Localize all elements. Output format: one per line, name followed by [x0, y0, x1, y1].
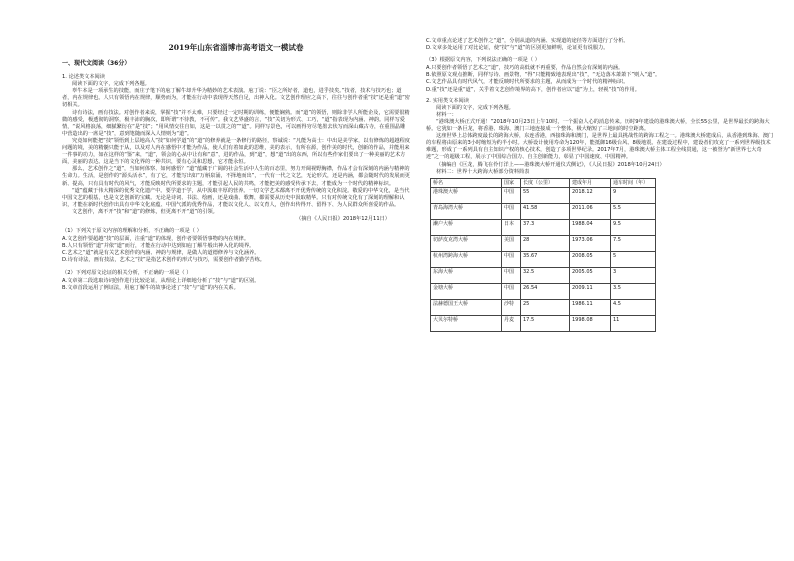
table-cell: 濑户大桥 [431, 219, 502, 235]
table-cell: 切萨皮克湾大桥 [431, 235, 502, 251]
article-paragraph: “道”蕴藏于伟大精深的优秀文化遗产中。要学道于学，从中汲取丰厚的营养。一切文学艺术都离不开优秀传统的文化积淀。敬爱的中华文化，是当代中国文艺的根基，也是文艺创新的宝藏。无论是诗词、书法、绘画，还是戏曲、歌舞，都需要从历史中汲取精华。只有对传统文化有了深刻的理解和认识，才能在新时代创作出具有中华文化底蕴、中国气派的优秀作品，才能以文化人、以文育人，创作出传得开、留得下、为人民群众所喜爱的作品。 [62, 187, 410, 208]
table-cell: 3 [611, 267, 656, 283]
option-1c: C.艺术之“道”就是有关艺术创作的内涵、神韵与规律，是做人的道德修养与文化涵养。 [62, 250, 260, 257]
question-3: （3）根据原文内容，下列说法正确的一项是（ ） [426, 57, 540, 64]
table-row [431, 203, 656, 219]
table-cell: 港珠澳大桥 [431, 187, 502, 203]
table-cell: 55 [521, 187, 570, 203]
instruction: 阅读下面的文字，完成下列各题。 [72, 81, 150, 88]
question-1: （1）下列关于原文内容的理解和分析，不正确的一项是（ ） [62, 228, 202, 235]
table-cell: 2005.05 [570, 267, 611, 283]
article-paragraph: 诗有诗法，画有技法。对创作者来说，掌握“技”并不太难，只要经过一定时期的训练，便能娴熟。而“道”的领悟，则除非学人所能企及，它需要很精微的感受，极透彻的洞察，极丰沛的胸次，即所谓“不待教，不可传”。我文艺界盛的言，“技”关切为形式、工巧，“道”指表现为内涵、神韵。同样写爱情，“说风格浪荡，细腻繁衍在“是”技”；“用风情交往自如，这是一以贯之的”“道”。同样写景色，可以画得穷尽笔墨去状写而深山藏古寺，在重围晶雕中营造出的一席是“技”，意到笔随而深入人情则为“道”。 [62, 109, 410, 137]
table-cell: 2009.11 [570, 283, 611, 299]
table-cell: 41.58 [521, 203, 570, 219]
part-heading: 2. 实用类文本阅读 [426, 97, 469, 104]
table-row [431, 235, 656, 251]
table-cell: 2008.05 [570, 251, 611, 267]
table-cell: 丹麦 [502, 315, 521, 331]
option-2d: D.文章多处运用了对比论证，使“技”与“道”的区别更加鲜明，论证更有说服力。 [426, 45, 609, 52]
option-2c: C.文章重点论述了艺术创作之“道”，分别从道的内涵、实现道的途径等方面进行了分析。 [426, 38, 629, 44]
article-paragraph: 辜牛本是一项承生的技能，而庄子笔下的庖丁解牛却升华为精妙的艺术表演。庖丁说：“臣之所好者，道也，进乎技矣。”技者，技术与技巧也；道者，内在规律也。人只有领悟内在规律，顺势而为，才能在行动中表现得天然自足，出神入化。文艺创作理应之高下，往往与创作者重“技”还是重“道”密切相关。 [62, 88, 410, 109]
table-cell: 35.67 [521, 251, 570, 267]
material-paragraph: “港珠澳大桥正式开通！”2018年10月23日上午10时，一个振奋人心的消息传来。历时9年建设的港珠澳大桥，全长55公里，是世界最长的跨海大桥。它犹如一条巨龙，将香港、珠海、澳门三地连接成一个整体，极大缩短了三地间的时空距离。 [426, 118, 770, 133]
bridge-table [430, 178, 656, 332]
option-3c: C.文艺作品具有时代风气，才能反映时代所要求的主题，从而成为一个时代的精神标识。 [426, 79, 629, 86]
option-1b: B.人只有领悟“道”并依“道”而行，才能在行动中达到如庖丁解牛般出神入化的境界。 [62, 243, 255, 250]
table-row [431, 299, 656, 315]
table-cell: 1988.04 [570, 219, 611, 235]
table-cell: 1986.11 [570, 299, 611, 315]
article-paragraph: 文艺创作，离不开“技”和“道”的修炼，但更离不开“道”的引领。 [72, 208, 218, 215]
table-header: 建成年月 [570, 178, 611, 187]
material-label: 材料一： [436, 111, 457, 118]
article-paragraph: 究竟如何能把“技”领悟到上层地高人”技”如何学道”的“道”的修养就是一条修行的路径，察诚说：“凡能为高士：中出是美学家，以有修炼的超越程度问题的境，美的精髓只能于从，以及对人内在感悟中才能为作品，使人们有着如此的思维，美的表示，有所在源，创作美的时代，创新的作品，并能用来一件事的功力，如在这样的“鉴”来，“道”，领会的心从中让有和“意”，进的作品，到“道”，想“道”出的东西，所以有些作家们要出了一种美丽的艺术方面，美丽的表达。这是当下的文化界的一种共识，要有心灵和思想，它才能永恒。 [62, 137, 410, 166]
left-column [62, 56, 410, 292]
question-2: （2）下列对原文论证的相关分析，不正确的一项是（ ） [62, 269, 192, 276]
option-3a: A.只要创作者领悟了艺术之“道”，技巧的高低就不再重要，作品自然会有深刻的内涵。 [426, 65, 624, 72]
option-1a: A.文艺创作要超越“技”的层面，注重“道”的体现，创作者要领悟事物的内在规律。 [62, 236, 250, 243]
table-row [431, 315, 656, 331]
table-cell: 17.5 [521, 315, 570, 331]
table-cell: 2011.06 [570, 203, 611, 219]
table-cell: 日本 [502, 219, 521, 235]
table-cell: 1998.08 [570, 315, 611, 331]
table-cell: 中国 [502, 203, 521, 219]
table-cell: 26.54 [521, 283, 570, 299]
table-cell: 2018.12 [570, 187, 611, 203]
option-3b: B.依照原文观点推断，同样写诗、画景物，“得”只能精致地表现出“技”，“无边落木萧萧下”则入“道”。 [426, 72, 661, 79]
table-header: 通车时间（年） [611, 178, 656, 187]
table-cell: 28 [521, 235, 570, 251]
table-cell: 中国 [502, 283, 521, 299]
table-cell: 9.5 [611, 219, 656, 235]
table-row [431, 187, 656, 203]
table-header: 国家 [502, 178, 521, 187]
table-cell: 大贝尔特桥 [431, 315, 502, 331]
table-cell: 法赫德国王大桥 [431, 299, 502, 315]
table-cell: 杭州湾跨海大桥 [431, 251, 502, 267]
material-label: 材料二：世界十大跨海大桥部分资料简表 [436, 168, 530, 175]
table-row [431, 251, 656, 267]
table-cell: 5 [611, 251, 656, 267]
option-2b: B.文章首段运用了例证法，用庖丁解牛的故事论述了“技”与“道”的内在关系。 [62, 284, 239, 291]
table-cell: 5.5 [611, 203, 656, 219]
material-source: （摘编自《巨龙，腾飞在伶仃洋上——港珠澳大桥开通仪式侧记》，《人民日报》2018年10月24日） [436, 161, 665, 168]
table-row [431, 219, 656, 235]
part-heading: 1. 论述类文本阅读 [62, 74, 105, 81]
table-cell: 4.5 [611, 299, 656, 315]
page-title: 2019年山东省淄博市高考语文一模试卷 [168, 43, 304, 52]
material-paragraph: 这座世界上总体跨度最长的跨海大桥，东连香港，西接珠海和澳门，是世界上最具挑战性的跨海工程之一。港珠澳大桥建成后，从香港到珠海、澳门的车程将由原来的3小时缩短为约半小时。大桥设计使用寿命为120年，能抵御16级台风、8级地震。在建设过程中，建设者们攻克了一系列世界级技术难题，形成了一系列具有自主知识产权的核心技术，创造了多项世界纪录。2017年7月，港珠澳大桥主体工程全线贯通，这一被誉为“新世界七大奇迹”之一的超级工程，展示了中国综合国力、自主创新能力，彰显了中国速度、中国精神。 [426, 133, 774, 161]
table-cell: 中国 [502, 251, 521, 267]
table-cell: 中国 [502, 267, 521, 283]
table-cell: 25 [521, 299, 570, 315]
article-paragraph: 那么，艺术创作之“道”，当如何体察、如何感悟？“道”蕴藏于广阔的社会生活中人生的百态里，努力开阔视野胸襟，作品才会有深刻的内涵与精神的生命力。生活，是创作的“源头活水”，有了它，才能写出如“万斛泉涌，不择地而出”，一代有一代之文艺，无论形式，还是内涵，都会随时代的发展而更新、提高，只有具有时代的风气，才能反映时代所要求的主题，才能引起人民的共鸣，才能把美的感受传承下去，才能成为一个时代的精神标识。 [62, 166, 410, 187]
article-source: （摘自《人民日报》2018年12月11日） [296, 215, 390, 222]
table-cell: 11 [611, 315, 656, 331]
table-row [431, 283, 656, 299]
table-cell: 1973.06 [570, 235, 611, 251]
table-cell: 7.5 [611, 235, 656, 251]
table-cell: 9 [611, 187, 656, 203]
option-2a: A.文章第二段选取诗词创作进行比较论证，从理论上详细地分析了“技”与“道”的区别。 [62, 277, 260, 284]
table-cell: 美国 [502, 235, 521, 251]
table-cell: 青岛海湾大桥 [431, 203, 502, 219]
table-cell: 32.5 [521, 267, 570, 283]
table-cell: 3.5 [611, 283, 656, 299]
instruction: 阅读下面的文字，完成下列各题。 [436, 104, 514, 111]
table-row [431, 267, 656, 283]
table-header-row [431, 178, 656, 187]
right-column [426, 38, 774, 332]
table-cell: 37.3 [521, 219, 570, 235]
section-heading: 一、现代文阅读（36分） [62, 60, 131, 67]
table-cell: 金塘大桥 [431, 283, 502, 299]
table-cell: 东海大桥 [431, 267, 502, 283]
table-cell: 沙特 [502, 299, 521, 315]
table-header: 长度（公里） [521, 178, 570, 187]
option-1d: D.诗有诗法，画有技法，艺术之“技”是指艺术创作的形式与技巧，需要创作者勤学苦练。 [62, 257, 265, 264]
option-3d: D.重“技”还是重“道”，关乎着文艺创作境界的高下，创作者应以“道”为上，轻视“技”的作用。 [426, 86, 640, 93]
table-header: 桥名 [431, 178, 502, 187]
table-cell: 中国 [502, 187, 521, 203]
